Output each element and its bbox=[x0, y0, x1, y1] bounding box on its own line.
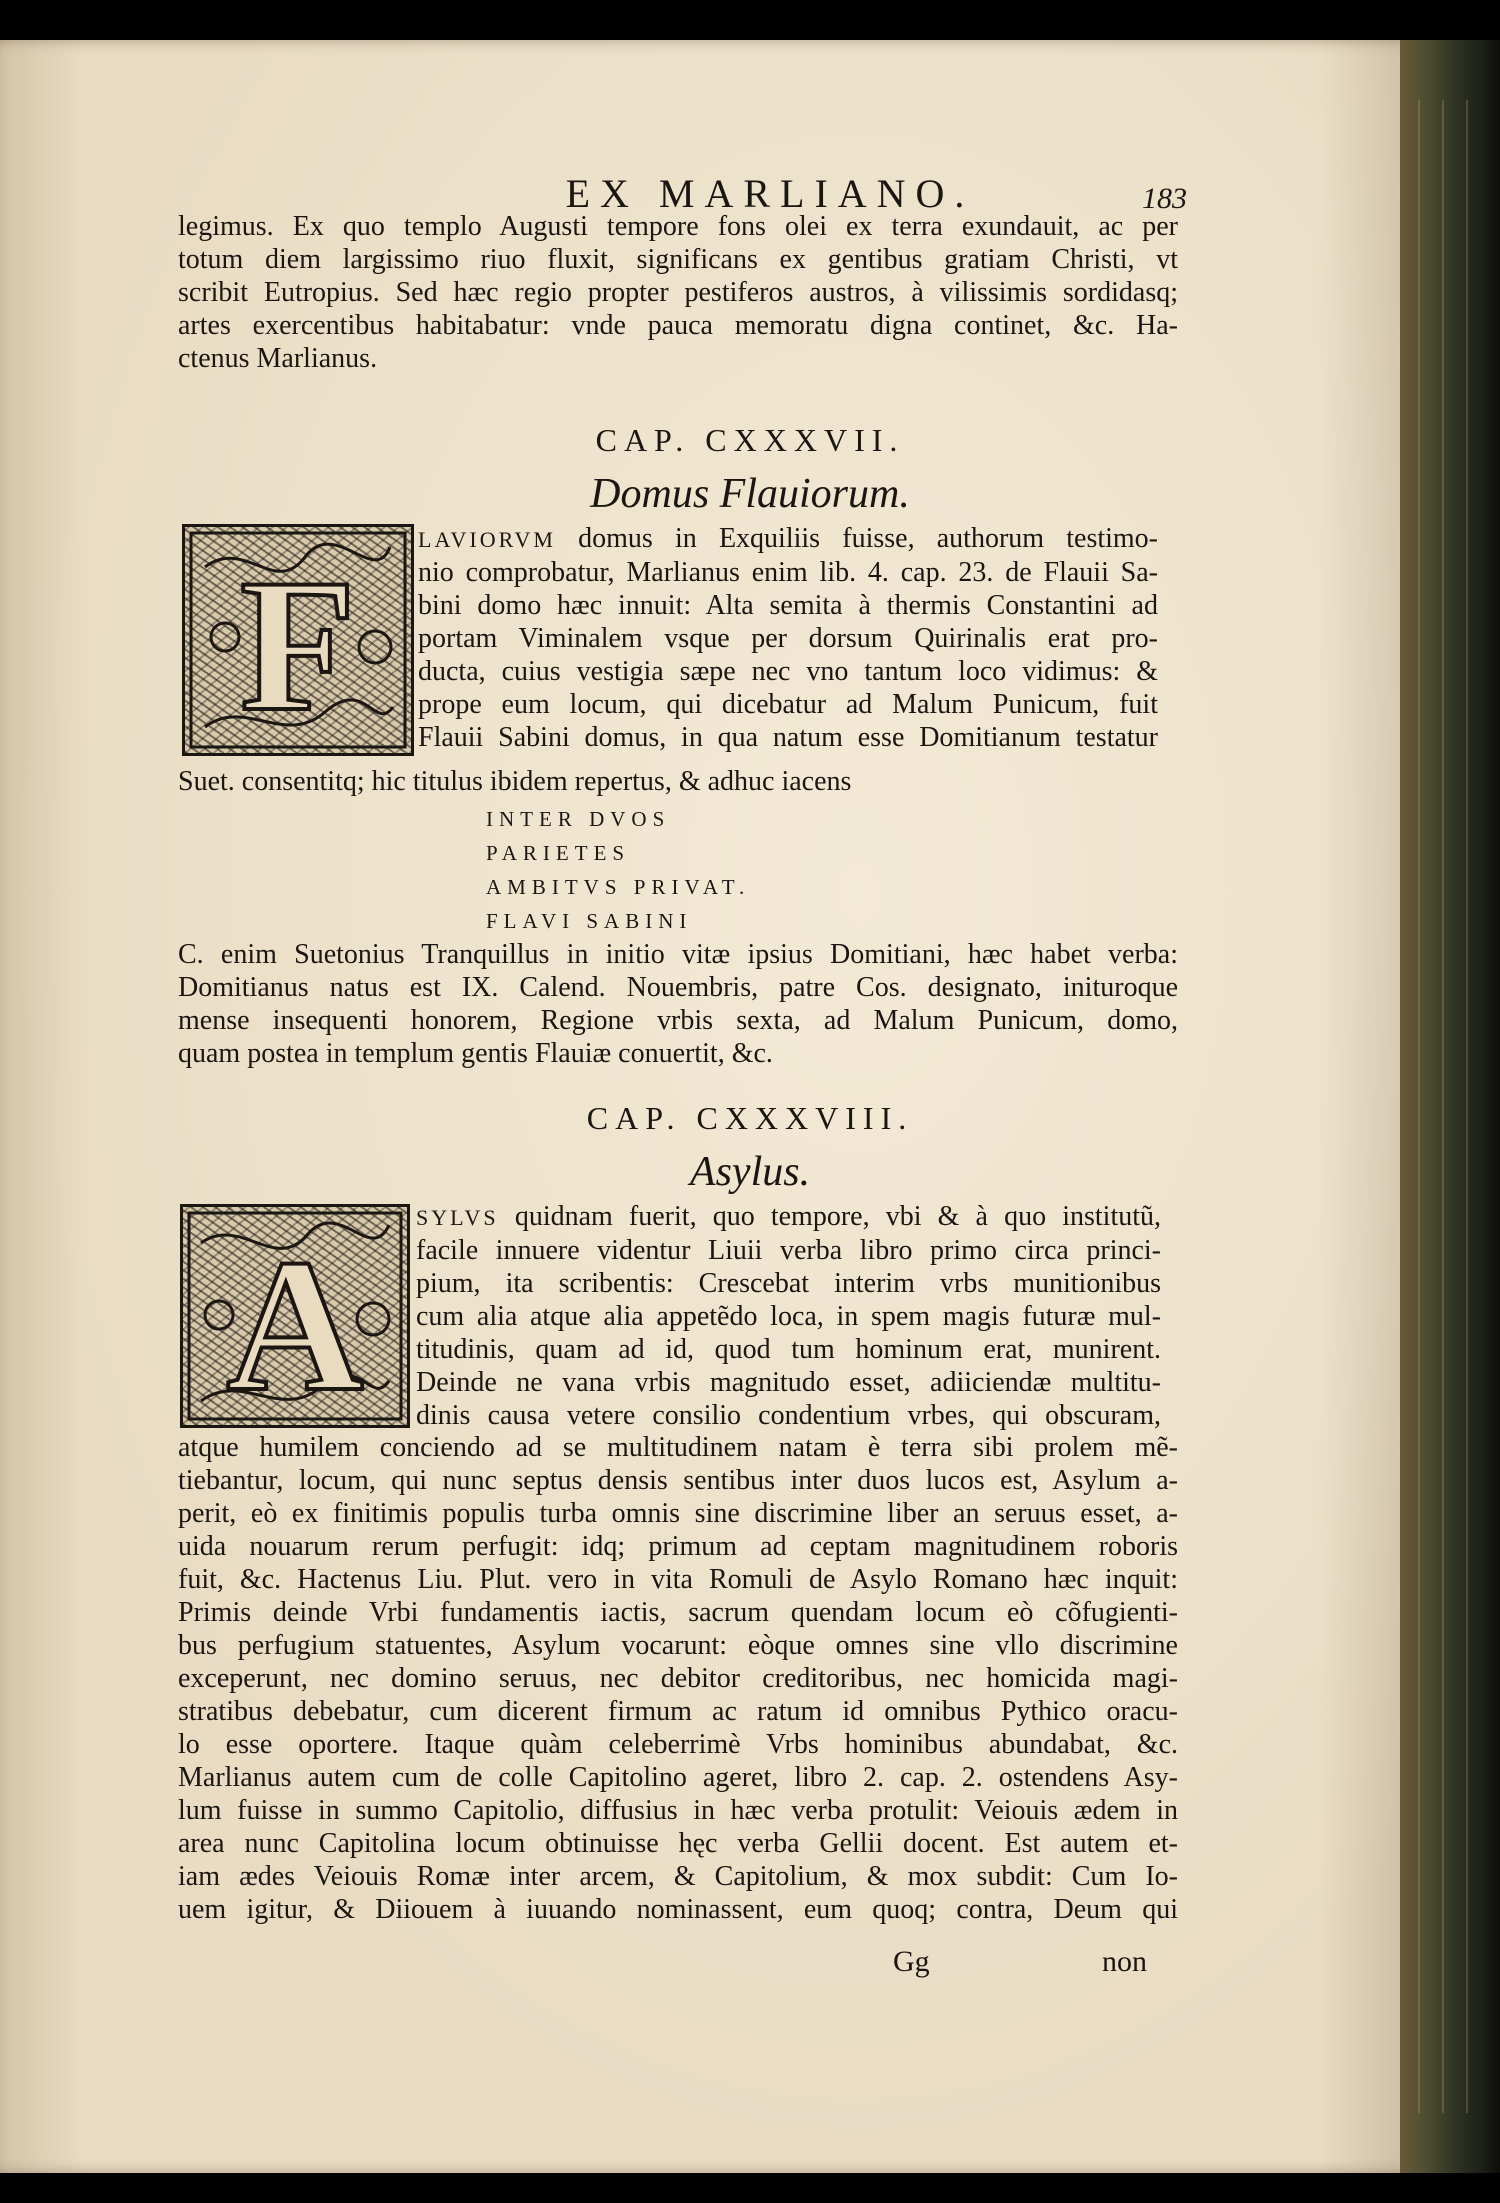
text-line: quam postea in templum gentis Flauiæ conuertit, &c. bbox=[178, 1038, 773, 1069]
page-number: 183 bbox=[1142, 182, 1187, 215]
initial-letter: F bbox=[239, 541, 357, 751]
decorated-initial-a bbox=[180, 1204, 410, 1431]
chapter137-closing bbox=[178, 938, 1178, 1070]
signature-mark: Gg bbox=[893, 1945, 930, 1978]
chapter138-body bbox=[178, 1431, 1178, 1926]
text-line: cum alia atque alia appetẽdo loca, in spem magis futuræ mul- bbox=[416, 1301, 1161, 1332]
text-line: titudinis, quam ad id, quod tum hominum erat, munirent. bbox=[416, 1334, 1161, 1365]
text-line: scribit Eutropius. Sed hæc regio propter pestiferos austros, à vilissimis sordidasq; bbox=[178, 277, 1178, 308]
initial-letter: A bbox=[226, 1221, 364, 1431]
text-line: ctenus Marlianus. bbox=[178, 343, 378, 374]
text-line: C. enim Suetonius Tranquillus in initio vitæ ipsius Domitiani, hæc habet verba: bbox=[178, 939, 1178, 970]
text-line: SYLVS quidnam fuerit, quo tempore, vbi & à quo institutũ, bbox=[416, 1201, 1162, 1232]
text-line: prope eum locum, qui dicebatur ad Malum Punicum, fuit bbox=[418, 689, 1158, 720]
text-line: area nunc Capitolina locum obtinuisse hęc verba Gellii docent. Est autem et- bbox=[178, 1828, 1178, 1859]
catchword: non bbox=[1102, 1945, 1147, 1978]
text-line: tiebantur, locum, qui nunc septus densis sentibus inter duos lucos est, Asylum a- bbox=[178, 1465, 1178, 1496]
text-line: pium, ita scribentis: Crescebat interim vrbs munitionibus bbox=[416, 1268, 1161, 1299]
text-line: totum diem largissimo riuo fluxit, significans ex gentibus gratiam Christi, vt bbox=[178, 244, 1178, 275]
text-line: uida nouarum rerum perfugit: idq; primum ad ceptam magnitudinem roboris bbox=[178, 1531, 1178, 1562]
text-line: portam Viminalem vsque per dorsum Quirinalis erat pro- bbox=[418, 623, 1158, 654]
text-line: Suet. consentitq; hic titulus ibidem repertus, & adhuc iacens bbox=[178, 766, 852, 797]
chapter-heading: CAP. CXXXVII. bbox=[595, 422, 905, 458]
chapter-title: Asylus. bbox=[689, 1149, 811, 1195]
text-line: fuit, &c. Hactenus Liu. Plut. vero in vita Romuli de Asylo Romano hæc inquit: bbox=[178, 1564, 1178, 1595]
inscription bbox=[486, 802, 750, 938]
intro-paragraph bbox=[178, 210, 1178, 375]
chapter-heading: CAP. CXXXVIII. bbox=[586, 1100, 914, 1136]
text-line: mense insequenti honorem, Regione vrbis sexta, ad Malum Punicum, domo, bbox=[178, 1005, 1178, 1036]
text-line: legimus. Ex quo templo Augusti tempore fons olei ex terra exundauit, ac per bbox=[178, 211, 1178, 242]
text-line: Domitianus natus est IX. Calend. Nouembris, patre Cos. designato, inituroque bbox=[178, 972, 1178, 1003]
text-line: Flauii Sabini domus, in qua natum esse Domitianum testatur bbox=[418, 722, 1158, 753]
text-line: stratibus debebatur, cum dicerent firmum ac ratum id omnibus Pythico oracu- bbox=[178, 1696, 1178, 1727]
chapter-title: Domus Flauiorum. bbox=[590, 471, 910, 517]
text-line: ducta, cuius vestigia sæpe nec vno tantum loco vidimus: & bbox=[418, 656, 1158, 687]
text-line: LAVIORVM domus in Exquiliis fuisse, authorum testimo- bbox=[418, 523, 1158, 554]
text-line: Primis deinde Vrbi fundamentis iactis, sacrum quendam locum eò cõfugienti- bbox=[178, 1597, 1178, 1628]
chapter138-opening bbox=[416, 1200, 1161, 1432]
inscription-line: FLAVI SABINI bbox=[486, 909, 693, 933]
text-line: atque humilem conciendo ad se multitudinem natam è terra sibi prolem mẽ- bbox=[178, 1432, 1178, 1463]
chapter137-opening bbox=[418, 522, 1158, 754]
text-line: Deinde ne vana vrbis magnitudo esset, adiiciendæ multitu- bbox=[416, 1367, 1161, 1398]
inscription-line: PARIETES bbox=[486, 841, 631, 865]
text-line: perit, eò ex finitimis populis turba omnis sine discrimine liber an seruus esset, a- bbox=[178, 1498, 1178, 1529]
decorated-initial-f bbox=[182, 524, 414, 756]
text-line: lo esse oportere. Itaque quàm celeberrimè Vrbs hominibus abundabat, &c. bbox=[178, 1729, 1178, 1760]
inscription-line: INTER DVOS bbox=[486, 807, 671, 831]
text-line: lum fuisse in summo Capitolio, diffusius in hæc verba protulit: Veiouis ædem in bbox=[178, 1795, 1178, 1826]
text-line: iam ædes Veiouis Romæ inter arcem, & Capitolium, & mox subdit: Cum Io- bbox=[178, 1861, 1178, 1892]
text-line: nio comprobatur, Marlianus enim lib. 4. cap. 23. de Flauii Sa- bbox=[418, 557, 1158, 588]
text-line: artes exercentibus habitabatur: vnde pauca memoratu digna continet, &c. Ha- bbox=[178, 310, 1178, 341]
text-line: uem igitur, & Diiouem à iuuando nominassent, eum quoq; contra, Deum qui bbox=[178, 1894, 1178, 1925]
inscription-line: AMBITVS PRIVAT. bbox=[486, 875, 751, 899]
first-word: SYLVS bbox=[416, 1205, 499, 1230]
text-line: bini domo hæc innuit: Alta semita à thermis Constantini ad bbox=[418, 590, 1158, 621]
chapter137-full-line bbox=[178, 765, 928, 798]
text-line: dinis causa vetere consilio condentium vrbes, qui obscuram, bbox=[416, 1400, 1161, 1431]
text-line: exceperunt, nec domino seruus, nec debitor creditoribus, nec homicida magi- bbox=[178, 1663, 1178, 1694]
first-word: LAVIORVM bbox=[418, 527, 556, 552]
running-head: EX MARLIANO. bbox=[565, 171, 975, 216]
text-line: facile innuere videntur Liuii verba libro primo circa princi- bbox=[416, 1235, 1161, 1266]
text-line: bus perfugium statuentes, Asylum vocarunt: eòque omnes sine vllo discrimine bbox=[178, 1630, 1178, 1661]
text-line: Marlianus autem cum de colle Capitolino ageret, libro 2. cap. 2. ostendens Asy- bbox=[178, 1762, 1178, 1793]
